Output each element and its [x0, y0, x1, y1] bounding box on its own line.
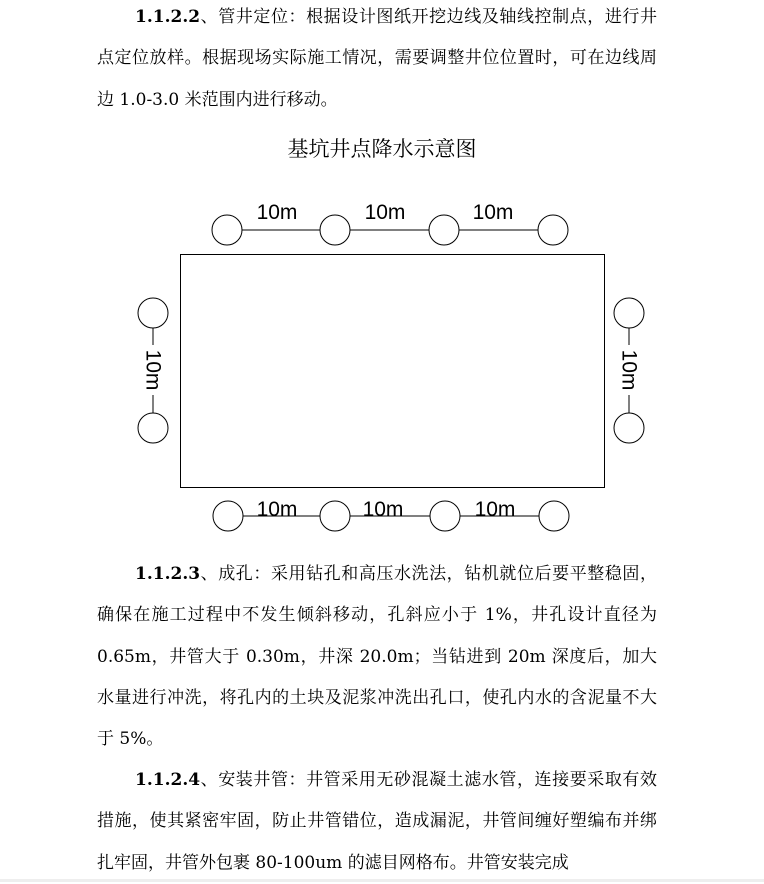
well-point: [430, 501, 460, 531]
well-point: [320, 215, 350, 245]
spacing-label: 10m: [362, 498, 404, 521]
well-point: [138, 298, 168, 328]
well-point: [213, 501, 243, 531]
well-point: [320, 501, 350, 531]
paragraph-text: 、成孔：采用钻孔和高压水洗法，钻机就位后要平整稳固，确保在施工过程中不发生倾斜移动，孔斜应小于 1%，井孔设计直径为 0.65m，井管大于 0.30m，井深 20.0m；当钻进到 20m 深度后，加大水量进行冲洗，将孔内的土块及泥浆冲洗出孔口，使孔内水的含泥量不大于 5%。: [97, 564, 657, 750]
paragraph-text: 、管井定位：根据设计图纸开挖边线及轴线控制点，进行井点定位放样。根据现场实际施工情况，需要调整井位位置时，可在边线周边 1.0-3.0 米范围内进行移动。: [97, 7, 657, 110]
well-point: [614, 298, 644, 328]
spacing-label: 10m: [141, 349, 165, 391]
section-number: 1.1.2.4: [135, 770, 201, 790]
spacing-label: 10m: [472, 201, 514, 224]
spacing-label: 10m: [474, 498, 516, 521]
spacing-label: 10m: [617, 349, 641, 391]
spacing-label: 10m: [364, 201, 406, 224]
well-point: [538, 215, 568, 245]
well-point: [614, 413, 644, 443]
paragraph-text: 、安装井管：井管采用无砂混凝土滤水管，连接要采取有效措施，使其紧密牢固，防止井管错位，造成漏泥，井管间缠好塑编布并绑扎牢固，井管外包裹 80-100um 的滤目网格布。井管安装完成: [97, 770, 657, 873]
well-point: [138, 413, 168, 443]
foundation-pit-outline: [181, 255, 605, 488]
paragraph-pipe-install: [97, 760, 657, 884]
well-point: [212, 215, 242, 245]
spacing-label: 10m: [256, 201, 298, 224]
well-point: [429, 215, 459, 245]
well-point: [539, 501, 569, 531]
paragraph-drilling: [97, 554, 657, 760]
section-number: 1.1.2.3: [135, 564, 201, 584]
spacing-label: 10m: [256, 498, 298, 521]
section-number: 1.1.2.2: [135, 7, 201, 27]
figure-title: 基坑井点降水示意图: [287, 137, 477, 161]
